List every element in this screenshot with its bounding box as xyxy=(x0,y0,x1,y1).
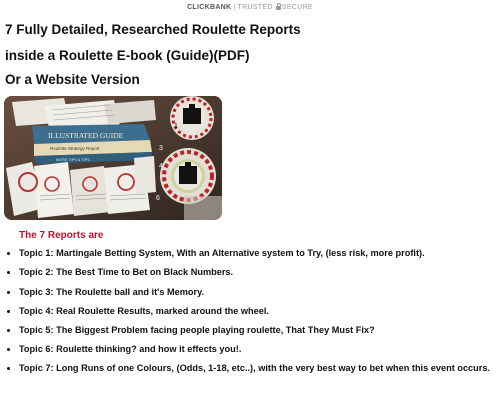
topics-list xyxy=(0,248,492,374)
book-spine-text: MORE TIPS & TIPS xyxy=(56,158,90,162)
roulette-guide-photo xyxy=(4,96,222,220)
list-item: Topic 4: Real Roulette Results, marked around the wheel. xyxy=(0,306,492,317)
page-title-line-1: 7 Fully Detailed, Researched Roulette Reports xyxy=(5,22,301,37)
wheel-label-1: 1 xyxy=(174,123,178,130)
book-subtitle-text: Roulette Strategy Report xyxy=(50,146,100,151)
lock-icon xyxy=(276,6,281,10)
list-item: Topic 5: The Biggest Problem facing people playing roulette, That They Must Fix? xyxy=(0,325,492,336)
roulette-guide-illustration xyxy=(4,96,222,220)
clickbank-brand: CLICKBANK xyxy=(187,4,232,11)
list-item: Topic 6: Roulette thinking? and how it effects you!. xyxy=(0,344,492,355)
badge-secure: SECURE xyxy=(281,4,313,11)
badge-separator: | xyxy=(233,4,236,11)
wheel-label-4: 4 xyxy=(159,163,163,170)
reports-heading: The 7 Reports are xyxy=(19,230,104,241)
list-item: Topic 7: Long Runs of one Colours, (Odds, 1-18, etc..), with the very best way to bet when this event occurs. xyxy=(0,363,492,374)
clickbank-trust-badge[interactable] xyxy=(0,4,500,11)
wheel-label-3: 3 xyxy=(159,145,163,152)
wheel-label-6: 6 xyxy=(156,195,160,202)
page-title-line-2: inside a Roulette E-book (Guide)(PDF) xyxy=(5,48,250,63)
list-item: Topic 2: The Best Time to Bet on Black Numbers. xyxy=(0,267,492,278)
badge-trusted: TRUSTED xyxy=(237,4,273,11)
book-title-text: ILLUSTRATED GUIDE xyxy=(48,131,124,140)
list-item: Topic 3: The Roulette ball and it's Memory. xyxy=(0,287,492,298)
page-title-line-3: Or a Website Version xyxy=(5,72,140,87)
list-item: Topic 1: Martingale Betting System, With an Alternative system to Try, (less risk, more profit). xyxy=(0,248,492,259)
